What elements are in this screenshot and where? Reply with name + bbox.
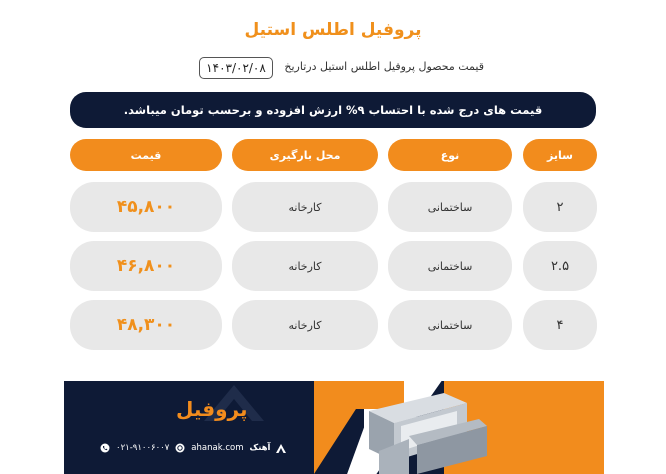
cell-type-row-1: ساختمانی (388, 182, 512, 232)
cell-type-row-3: ساختمانی (388, 300, 512, 350)
header-type: نوع (388, 139, 512, 171)
cell-size-row-2: ۲.۵ (523, 241, 597, 291)
phone-icon (100, 443, 110, 453)
web-icon (175, 443, 185, 453)
header-price: قیمت (70, 139, 222, 171)
cell-place-row-1: کارخانه (232, 182, 378, 232)
header-place: محل بارگیری (232, 139, 378, 171)
ahanak-logo-icon (276, 443, 286, 453)
cell-price-row-3: ۴۸,۳۰۰ (70, 300, 222, 350)
steel-profile-tubes-icon (349, 381, 489, 474)
vat-notice-banner: قیمت های درج شده با احتساب ۹% ارزش افزوده و برحسب تومان میباشد. (70, 92, 596, 128)
banner-headline: پروفیل (176, 397, 248, 421)
price-date-label: قیمت محصول پروفیل اطلس استیل درتاریخ (284, 60, 484, 73)
price-date-box: ۱۴۰۳/۰۲/۰۸ (199, 57, 273, 79)
header-size: سایز (523, 139, 597, 171)
ad-banner[interactable] (64, 381, 604, 474)
cell-place-row-2: کارخانه (232, 241, 378, 291)
page-title: پروفیل اطلس استیل (244, 20, 422, 40)
cell-price-row-2: ۴۶,۸۰۰ (70, 241, 222, 291)
cell-price-row-1: ۴۵,۸۰۰ (70, 182, 222, 232)
banner-contact-bar (100, 441, 290, 455)
cell-size-row-3: ۴ (523, 300, 597, 350)
cell-place-row-3: کارخانه (232, 300, 378, 350)
banner-brand-name: آهنک (249, 443, 271, 453)
cell-type-row-2: ساختمانی (388, 241, 512, 291)
banner-phone: ۰۲۱-۹۱۰۰۶۰۰۷ (116, 443, 170, 453)
cell-size-row-1: ۲ (523, 182, 597, 232)
banner-website[interactable]: ahanak.com (191, 443, 244, 453)
